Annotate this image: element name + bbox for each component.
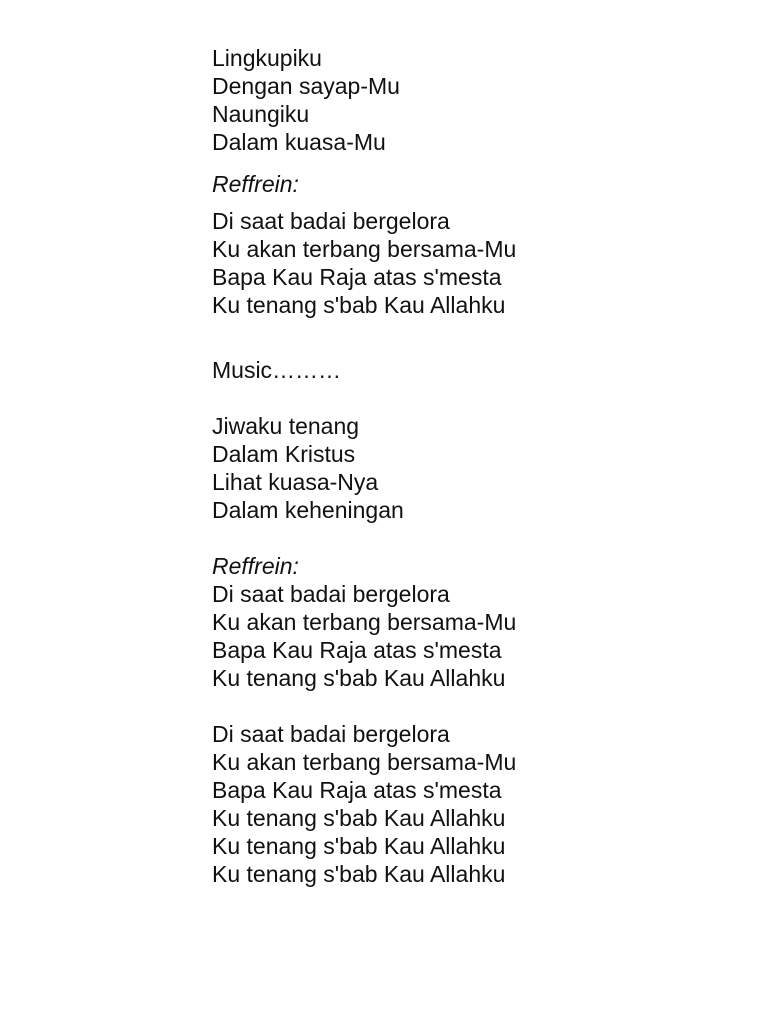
lyric-line: Di saat badai bergelora	[212, 581, 450, 607]
music-interlude	[212, 356, 732, 384]
lyric-line: Ku tenang s'bab Kau Allahku	[212, 665, 506, 691]
final-refrain	[212, 720, 732, 888]
lyric-line: Ku tenang s'bab Kau Allahku	[212, 833, 506, 859]
lyric-line: Ku tenang s'bab Kau Allahku	[212, 805, 506, 831]
lyric-line: Ku akan terbang bersama-Mu	[212, 609, 517, 635]
lyric-line: Dalam Kristus	[212, 441, 356, 467]
lyric-line: Jiwaku tenang	[212, 413, 360, 439]
lyric-line: Ku tenang s'bab Kau Allahku	[212, 292, 506, 318]
refrain-2	[212, 552, 732, 692]
lyric-line: Ku akan terbang bersama-Mu	[212, 749, 517, 775]
lyrics-body	[212, 44, 732, 888]
lyric-line: Lihat kuasa-Nya	[212, 469, 379, 495]
verse-1	[212, 44, 732, 156]
lyric-line: Ku tenang s'bab Kau Allahku	[212, 861, 506, 887]
lyric-line: Bapa Kau Raja atas s'mesta	[212, 264, 502, 290]
verse-2	[212, 412, 732, 524]
music-label: Music………	[212, 357, 342, 383]
lyric-line: Dalam kuasa-Mu	[212, 129, 386, 155]
refrain-label: Reffrein:	[212, 171, 299, 197]
lyric-line: Naungiku	[212, 101, 310, 127]
lyric-line: Dengan sayap-Mu	[212, 73, 400, 99]
lyric-line: Bapa Kau Raja atas s'mesta	[212, 637, 502, 663]
lyric-line: Dalam keheningan	[212, 497, 404, 523]
refrain-1	[212, 170, 732, 319]
lyric-line: Lingkupiku	[212, 45, 322, 71]
lyric-line: Di saat badai bergelora	[212, 208, 450, 234]
lyric-line: Bapa Kau Raja atas s'mesta	[212, 777, 502, 803]
lyric-line: Di saat badai bergelora	[212, 721, 450, 747]
refrain-label: Reffrein:	[212, 553, 299, 579]
lyric-line: Ku akan terbang bersama-Mu	[212, 236, 517, 262]
